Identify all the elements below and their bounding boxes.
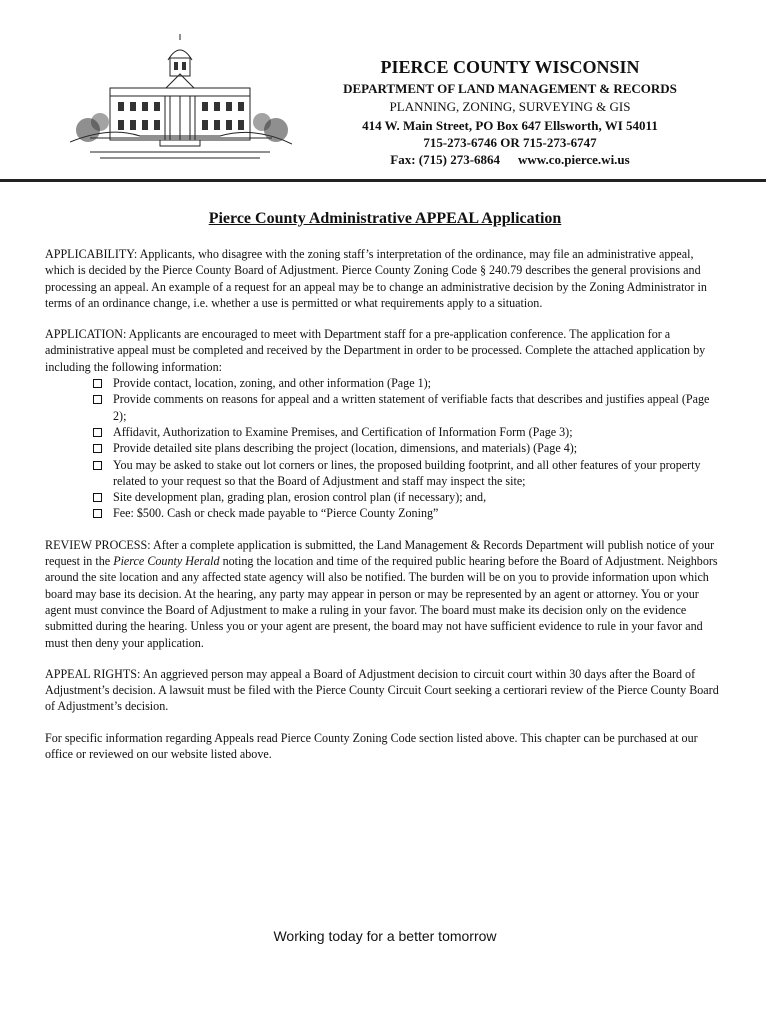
courthouse-logo-icon — [70, 34, 292, 164]
fax-and-website — [300, 151, 720, 169]
checkbox-icon — [93, 509, 102, 518]
requirements-checklist — [45, 375, 725, 522]
document-body — [45, 246, 725, 777]
phone-numbers: 715-273-6746 OR 715-273-6747 — [423, 135, 597, 150]
checklist-item: You may be asked to stake out lot corners or lines, the proposed building footprint, and all other features of your property related to your request so that the Board of Adjustment and staff may inspect the site; — [113, 457, 725, 490]
checklist-item: Provide detailed site plans describing the project (location, dimensions, and materials) (Page 4); — [113, 440, 725, 456]
header-divider — [0, 179, 766, 182]
checkbox-icon — [93, 493, 102, 502]
department-subtitle: PLANNING, ZONING, SURVEYING & GIS — [389, 99, 631, 114]
footer-tagline: Working today for a better tomorrow — [273, 928, 497, 944]
checkbox-icon — [93, 428, 102, 437]
specific-info-paragraph: For specific information regarding Appeals read Pierce County Zoning Code section listed above. This chapter can be purchased at our office or reviewed on our website listed above. — [45, 730, 698, 762]
checklist-item: Provide contact, location, zoning, and other information (Page 1); — [113, 375, 725, 391]
department-name: DEPARTMENT OF LAND MANAGEMENT & RECORDS — [343, 81, 677, 96]
appeal-rights-paragraph: APPEAL RIGHTS: An aggrieved person may appeal a Board of Adjustment decision to circuit court within 30 days after the Board of Adjustment’s decision. A lawsuit must be filed with the Pierce County Circuit Court seeking a certiorari review of the Pierce County Board of Adjustment’s decision. — [45, 666, 719, 714]
fax-number: Fax: (715) 273-6864 — [390, 152, 501, 167]
website-link[interactable]: www.co.pierce.wi.us — [518, 152, 630, 167]
newspaper-name: Pierce County Herald — [113, 554, 220, 569]
county-title: PIERCE COUNTY WISCONSIN — [380, 57, 640, 77]
checkbox-icon — [93, 395, 102, 404]
review-process-paragraph: REVIEW PROCESS: After a complete application is submitted, the Land Management & Records Department will publish notice of your request in the Pierce County Herald noting the location and time of the required public hearing before the Board of Adjustment. Neighbors around the site location and any affected state agency will also be notified. The burden will be on you to provide information upon which board may base its decision. At the hearing, any party may appear in person or may be represented by an agent or attorney. You or your agent must convince the Board of Adjustment to make a ruling in your favor. The board must make its decision only on the evidence submitted during the hearing. Unless you or your agent are present, the board may not have sufficient evidence to rule in your favor and must then deny your application. — [45, 537, 718, 650]
checkbox-icon — [93, 379, 102, 388]
applicability-paragraph: APPLICABILITY: Applicants, who disagree with the zoning staff’s interpretation of the ordinance, may file an administrative appeal, which is decided by the Pierce County Board of Adjustment. Pierce County Zoning Code § 240.79 describes the general provisions and processing an appeal. An example of a request for an appeal may be to change an administrative decision by the Zoning Administrator in terms of an ordinance change, i.e. whether a use is permitted or what requirements apply to a situation. — [45, 247, 707, 310]
checklist-item: Affidavit, Authorization to Examine Premises, and Certification of Information Form (Page 3); — [113, 424, 725, 440]
checklist-item: Provide comments on reasons for appeal and a written statement of verifiable facts that describes and justifies appeal (Page 2); — [113, 391, 725, 424]
checkbox-icon — [93, 444, 102, 453]
checklist-item: Site development plan, grading plan, erosion control plan (if necessary); and, — [113, 489, 725, 505]
checkbox-icon — [93, 461, 102, 470]
office-address: 414 W. Main Street, PO Box 647 Ellsworth, WI 54011 — [362, 118, 658, 133]
application-paragraph: APPLICATION: Applicants are encouraged to meet with Department staff for a pre-application conference. The application for a administrative appeal must be completed and received by the Department in order to be processed. Complete the attached application by including the following information: — [45, 327, 706, 374]
checklist-item: Fee: $500. Cash or check made payable to “Pierce County Zoning” — [113, 505, 725, 521]
page-title: Pierce County Administrative APPEAL Application — [208, 210, 562, 227]
